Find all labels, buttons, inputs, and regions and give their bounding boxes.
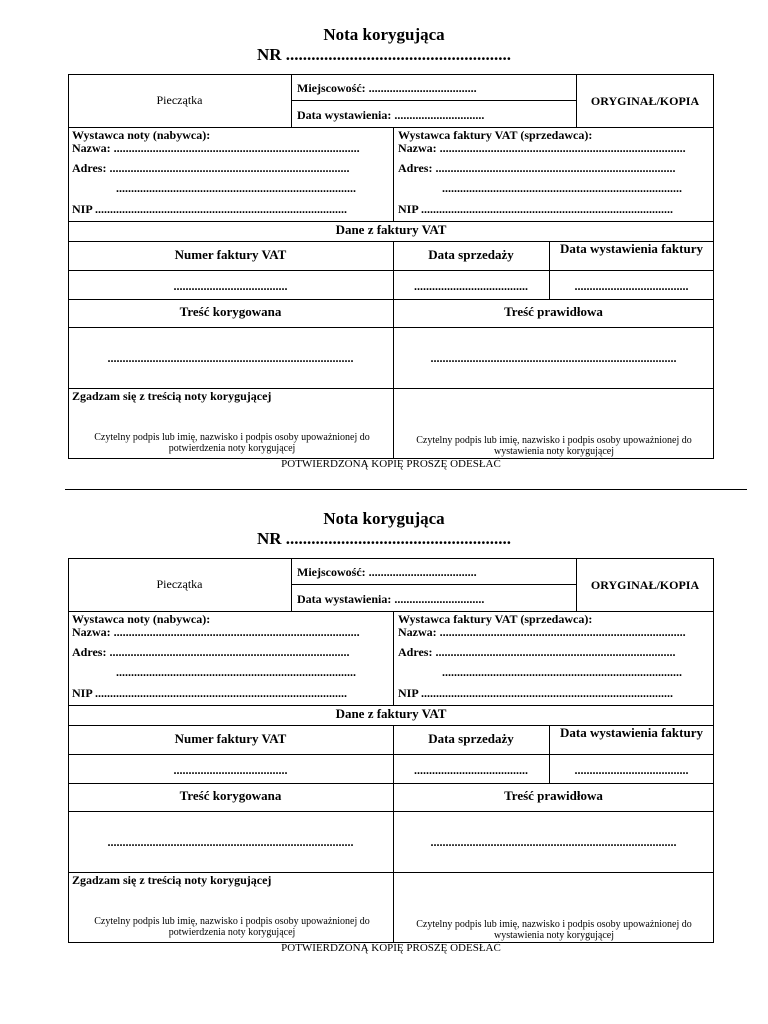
correction-note-form-2 [0,484,768,964]
sale-date-header: Data sprzedaży [428,731,514,746]
invoice-section-title: Dane z faktury VAT [335,222,447,237]
seller-name-field[interactable]: Nazwa: .................................................................................. [398,625,686,639]
seller-address-field[interactable]: Adres: ................................................................................ [398,645,676,659]
buyer-name-field[interactable]: Nazwa: .................................................................................. [72,141,360,155]
seller-heading: Wystawca faktury VAT (sprzedawca): [398,612,593,626]
issue-date-field[interactable]: Data wystawienia: .............................. [297,592,485,606]
buyer-nip-field[interactable]: NIP .................................................................................... [72,202,348,216]
invoice-number-field[interactable]: ...................................... [173,279,288,293]
buyer-address-line2[interactable]: ................................................................................ [116,665,356,679]
buyer-nip-field[interactable]: NIP .................................................................................... [72,686,348,700]
seller-address-line2[interactable]: ................................................................................ [442,665,682,679]
corrected-content-header: Treść korygowana [179,788,282,803]
invoice-date-header: Data wystawienia faktury [560,241,703,256]
form-title: Nota korygująca [323,509,445,528]
corrected-content-field[interactable]: .................................................................................. [107,835,354,849]
seller-address-line2[interactable]: ................................................................................ [442,181,682,195]
sale-date-header: Data sprzedaży [428,247,514,262]
invoice-section-title: Dane z faktury VAT [335,706,447,721]
form-number: NR ..................................................... [256,45,512,64]
invoice-number-header: Numer faktury VAT [174,247,287,262]
form-title: Nota korygująca [323,25,445,44]
sale-date-field[interactable]: ...................................... [414,763,528,777]
agree-label: Zgadzam się z treścią noty korygującej [72,873,272,887]
seller-nip-field[interactable]: NIP .................................................................................... [398,686,674,700]
sale-date-field[interactable]: ...................................... [414,279,528,293]
correction-note-form-1 [0,0,768,480]
invoice-date-header: Data wystawienia faktury [560,725,703,740]
seller-heading: Wystawca faktury VAT (sprzedawca): [398,128,593,142]
seller-nip-field[interactable]: NIP .................................................................................... [398,202,674,216]
stamp-label: Pieczątka [156,93,203,107]
original-copy-label: ORYGINAŁ/KOPIA [590,578,700,592]
place-field[interactable]: Miejscowość: .................................... [297,565,477,579]
seller-name-field[interactable]: Nazwa: .................................................................................. [398,141,686,155]
correct-content-header: Treść prawidłowa [504,788,603,803]
signature-right-caption: Czytelny podpis lub imię, nazwisko i podpis osoby upoważnionej do wystawienia noty korygującej [416,919,692,941]
buyer-heading: Wystawca noty (nabywca): [72,612,211,626]
form-number: NR ..................................................... [256,529,512,548]
seller-address-field[interactable]: Adres: ................................................................................ [398,161,676,175]
invoice-date-field[interactable]: ...................................... [574,279,689,293]
correct-content-field[interactable]: .................................................................................. [430,835,677,849]
stamp-label: Pieczątka [156,577,203,591]
signature-left-caption: Czytelny podpis lub imię, nazwisko i podpis osoby upoważnionej do potwierdzenia noty korygującej [94,432,370,454]
buyer-name-field[interactable]: Nazwa: .................................................................................. [72,625,360,639]
place-field[interactable]: Miejscowość: .................................... [297,81,477,95]
invoice-number-header: Numer faktury VAT [174,731,287,746]
buyer-address-line2[interactable]: ................................................................................ [116,181,356,195]
buyer-address-field[interactable]: Adres: ................................................................................ [72,645,350,659]
buyer-heading: Wystawca noty (nabywca): [72,128,211,142]
agree-label: Zgadzam się z treścią noty korygującej [72,389,272,403]
correct-content-field[interactable]: .................................................................................. [430,351,677,365]
issue-date-field[interactable]: Data wystawienia: .............................. [297,108,485,122]
corrected-content-field[interactable]: .................................................................................. [107,351,354,365]
signature-left-caption: Czytelny podpis lub imię, nazwisko i podpis osoby upoważnionej do potwierdzenia noty korygującej [94,916,370,938]
buyer-address-field[interactable]: Adres: ................................................................................ [72,161,350,175]
correct-content-header: Treść prawidłowa [504,304,603,319]
invoice-number-field[interactable]: ...................................... [173,763,288,777]
signature-right-caption: Czytelny podpis lub imię, nazwisko i podpis osoby upoważnionej do wystawienia noty korygującej [416,435,692,457]
corrected-content-header: Treść korygowana [179,304,282,319]
invoice-date-field[interactable]: ...................................... [574,763,689,777]
confirm-note: POTWIERDZONĄ KOPIĘ PROSZĘ ODESŁAĆ [281,942,501,954]
confirm-note: POTWIERDZONĄ KOPIĘ PROSZĘ ODESŁAĆ [281,458,501,470]
original-copy-label: ORYGINAŁ/KOPIA [590,94,700,108]
